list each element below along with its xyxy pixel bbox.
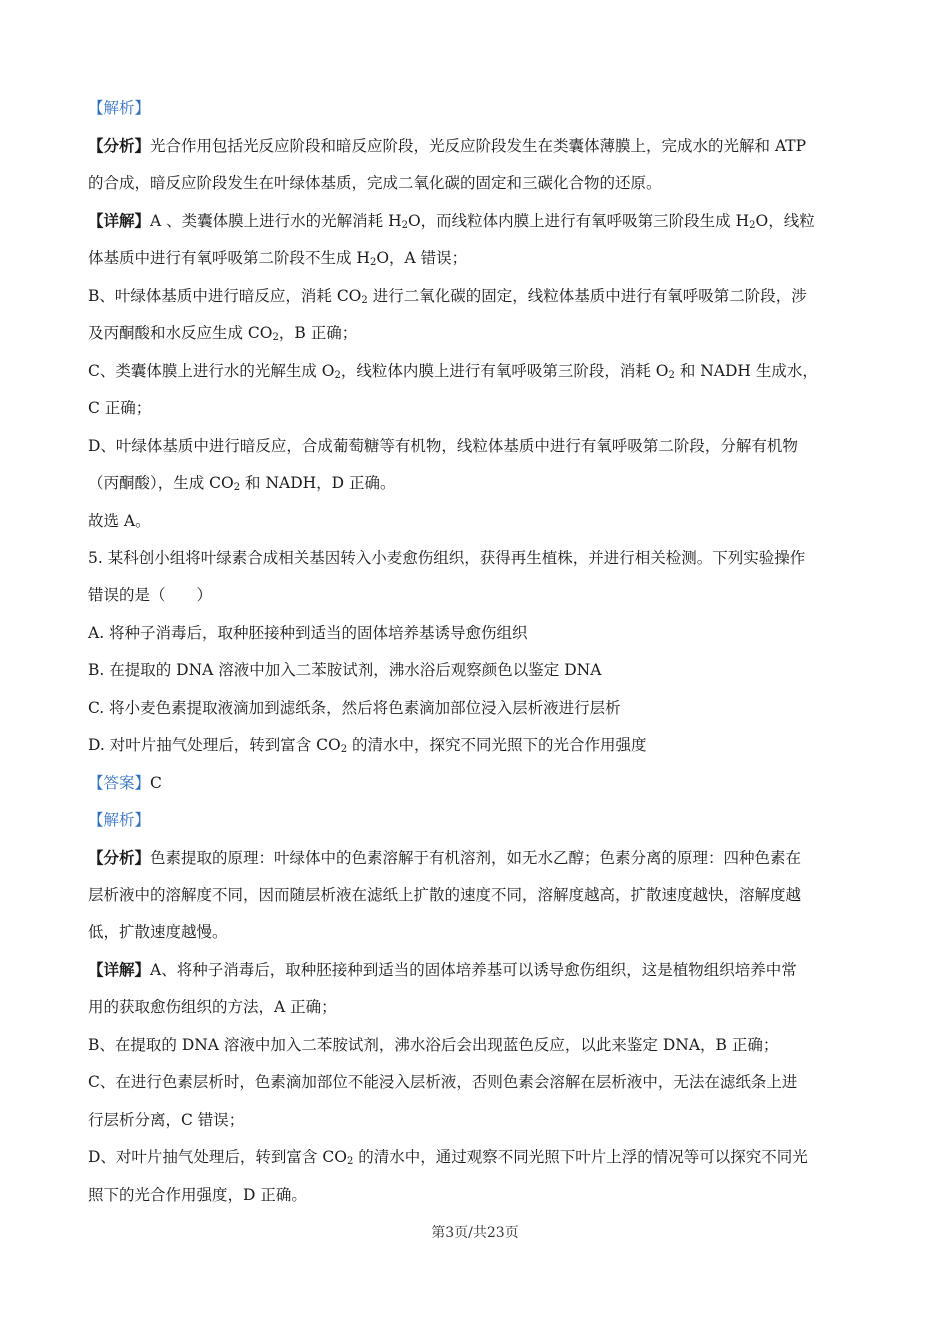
analysis-line [88, 136, 868, 156]
subscript: 2 [369, 257, 377, 268]
detail-text: 及丙酮酸和水反应生成 CO [88, 324, 273, 342]
detail-text: C、类囊体膜上进行水的光解生成 O [88, 362, 335, 380]
detail-line: D、叶绿体基质中进行暗反应，合成葡萄糖等有机物，线粒体基质中进行有氧呼吸第二阶段，分解有机物 [88, 437, 798, 455]
detail-line: 用的获取愈伤组织的方法，A 正确； [88, 998, 337, 1016]
analysis-line: 层析液中的溶解度不同，因而随层析液在滤纸上扩散的速度不同，溶解度越高，扩散速度越快，溶解度越 [88, 886, 802, 904]
detail-text: O，A 错误； [376, 249, 468, 267]
detail-line [88, 286, 868, 306]
answer-value: C [150, 774, 162, 792]
detail-line [88, 248, 868, 268]
question-stem: 5. 某科创小组将叶绿素合成相关基因转入小麦愈伤组织，获得再生植株，并进行相关检测。下列实验操作 [88, 549, 806, 567]
detail-text: （丙酮酸），生成 CO [88, 474, 234, 492]
choice-conclusion: 故选 A。 [88, 512, 151, 530]
subscript: 2 [749, 220, 756, 231]
detail-text: A、将种子消毒后，取种胚接种到适当的固体培养基可以诱导愈伤组织，这是植物组织培养中常 [150, 961, 797, 979]
question-stem: 错误的是（ ） [88, 586, 213, 604]
option-b: B. 在提取的 DNA 溶液中加入二苯胺试剂，沸水浴后观察颜色以鉴定 DNA [88, 661, 602, 679]
detail-line: 行层析分离，C 错误； [88, 1111, 245, 1129]
detail-text: O，线粒 [755, 212, 815, 230]
detail-text: 体基质中进行有氧呼吸第二阶段不生成 H [88, 249, 370, 267]
detail-text: ，B 正确； [278, 324, 358, 342]
analysis-tag: 【分析】 [88, 136, 151, 155]
detail-text: O，而线粒体内膜上进行有氧呼吸第三阶段生成 H [407, 212, 750, 230]
analysis-heading-1: 【解析】 [88, 99, 151, 117]
analysis-text: 色素提取的原理：叶绿体中的色素溶解于有机溶剂，如无水乙醇；色素分离的原理：四种色素在 [150, 849, 802, 867]
detail-tag: 【详解】 [88, 211, 151, 230]
detail-line: C 正确； [88, 399, 152, 417]
subscript: 2 [340, 744, 348, 755]
detail-line [88, 1147, 868, 1167]
detail-text: D、对叶片抽气处理后，转到富含 CO [88, 1148, 347, 1166]
detail-line [88, 211, 868, 231]
page-number: 第3页/共23页 [431, 1225, 519, 1241]
answer-tag: 【答案】 [88, 774, 151, 792]
analysis-line: 的合成，暗反应阶段发生在叶绿体基质，完成二氧化碳的固定和三碳化合物的还原。 [88, 174, 662, 192]
detail-tag: 【详解】 [88, 960, 151, 979]
subscript: 2 [272, 332, 279, 343]
analysis-line: 低，扩散速度越慢。 [88, 923, 228, 941]
analysis-line [88, 848, 868, 868]
detail-text: B、叶绿体基质中进行暗反应，消耗 CO [88, 287, 362, 305]
analysis-heading-2: 【解析】 [88, 811, 151, 829]
detail-line: B、在提取的 DNA 溶液中加入二苯胺试剂，沸水浴后会出现蓝色反应，以此来鉴定 DNA，B 正确； [88, 1036, 779, 1054]
detail-text: 的清水中，通过观察不同光照下叶片上浮的情况等可以探究不同光 [353, 1148, 808, 1166]
detail-text: ，线粒体内膜上进行有氧呼吸第三阶段，消耗 O [340, 362, 669, 380]
option-text: D. 对叶片抽气处理后，转到富含 CO [88, 736, 341, 754]
detail-text: A 、类囊体膜上进行水的光解消耗 H [150, 212, 402, 230]
detail-text: 和 NADH 生成水， [674, 362, 818, 380]
subscript: 2 [233, 482, 241, 493]
subscript: 2 [401, 220, 408, 231]
subscript: 2 [668, 370, 675, 381]
subscript: 2 [346, 1156, 354, 1167]
analysis-text: 光合作用包括光反应阶段和暗反应阶段，光反应阶段发生在类囊体薄膜上，完成水的光解和 ATP [150, 137, 807, 155]
option-text: 的清水中，探究不同光照下的光合作用强度 [347, 736, 647, 754]
detail-line [88, 473, 868, 493]
detail-text: 进行二氧化碳的固定，线粒体基质中进行有氧呼吸第二阶段，涉 [367, 287, 807, 305]
detail-line [88, 323, 868, 343]
answer-line [88, 773, 868, 793]
analysis-tag: 【分析】 [88, 848, 151, 867]
option-c: C. 将小麦色素提取液滴加到滤纸条，然后将色素滴加部位浸入层析液进行层析 [88, 699, 621, 717]
option-a: A. 将种子消毒后，取种胚接种到适当的固体培养基诱导愈伤组织 [88, 624, 528, 642]
option-d [88, 735, 868, 755]
detail-text: 和 NADH，D 正确。 [240, 474, 396, 492]
subscript: 2 [334, 370, 341, 381]
detail-line [88, 361, 868, 381]
subscript: 2 [361, 295, 368, 306]
detail-line: C、在进行色素层析时，色素滴加部位不能浸入层析液，否则色素会溶解在层析液中，无法在滤纸条上进 [88, 1073, 798, 1091]
detail-line: 照下的光合作用强度，D 正确。 [88, 1186, 307, 1204]
detail-line [88, 960, 868, 980]
